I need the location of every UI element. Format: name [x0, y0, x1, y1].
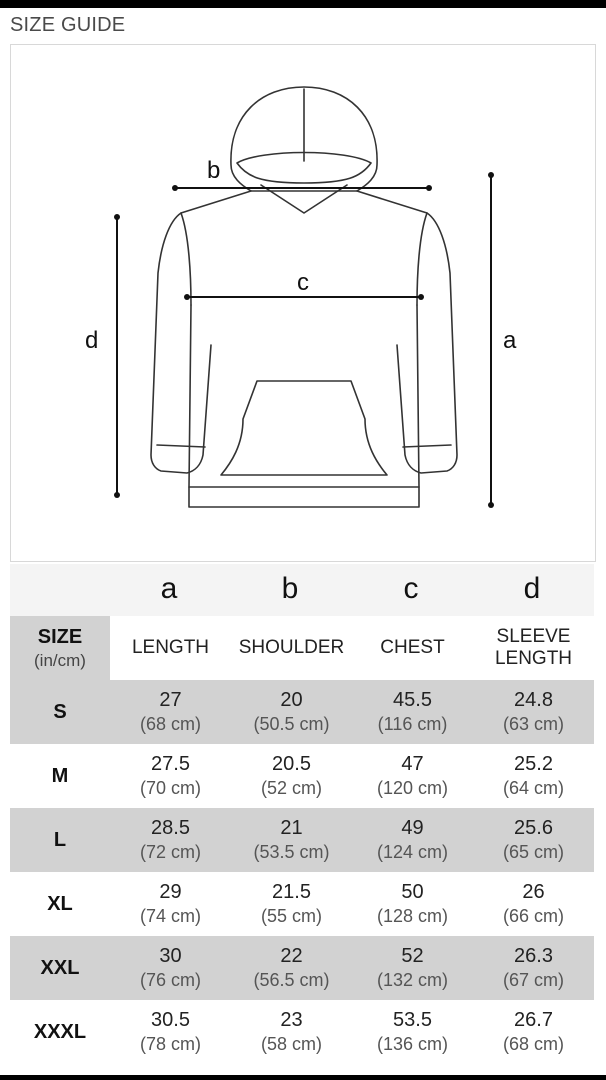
inch-value: 27: [159, 689, 182, 711]
body-right: [357, 191, 457, 473]
cm-value: (70 cm): [139, 778, 201, 798]
cm-value: (72 cm): [139, 842, 201, 862]
measurement-cell: [110, 744, 231, 808]
table-row: [10, 1000, 594, 1064]
inch-value: 20: [280, 689, 303, 711]
size-header-label: SIZE: [37, 625, 83, 648]
column-header-chest: CHEST: [352, 616, 473, 680]
cuff-right: [403, 445, 451, 447]
inch-value: 24.8: [514, 689, 553, 711]
measurement-cell: [231, 680, 352, 744]
cm-value: (58 cm): [260, 1034, 322, 1054]
body-left: [151, 191, 251, 473]
column-header-shoulder: SHOULDER: [231, 616, 352, 680]
size-label: L: [53, 828, 67, 851]
letter-d: d: [523, 572, 541, 605]
inch-value: 29: [159, 881, 182, 903]
measurement-cell: [473, 808, 594, 872]
column-header-row: [10, 616, 594, 680]
cm-value: (50.5 cm): [253, 714, 330, 734]
pocket: [221, 381, 387, 475]
cm-value: (132 cm): [376, 970, 448, 990]
inch-value: 26.7: [514, 1009, 553, 1031]
inch-value: 20.5: [272, 753, 311, 775]
inch-value: 47: [401, 753, 424, 775]
letter-header-row: [10, 564, 594, 616]
measurement-cell: [473, 744, 594, 808]
cm-value: (116 cm): [377, 714, 448, 734]
letter-b: b: [281, 572, 299, 605]
cm-value: (53.5 cm): [253, 842, 330, 862]
size-label: S: [53, 700, 67, 723]
inch-value: 30: [159, 945, 182, 967]
measurement-cell: [352, 872, 473, 936]
inch-value: 25.2: [514, 753, 553, 775]
label-c: c: [297, 269, 309, 296]
cm-value: (68 cm): [139, 714, 201, 734]
inch-value: 23: [280, 1009, 303, 1031]
column-header-sleeve-length: SLEEVE LENGTH: [473, 616, 594, 680]
bottom-border: [0, 1075, 606, 1080]
cm-value: (120 cm): [376, 778, 448, 798]
measurement-cell: [473, 936, 594, 1000]
inch-value: 53.5: [393, 1009, 432, 1031]
measurement-cell: [110, 808, 231, 872]
inch-value: 26.3: [514, 945, 553, 967]
inch-value: 21: [280, 817, 303, 839]
measurement-cell: [352, 680, 473, 744]
cm-value: (74 cm): [139, 906, 201, 926]
torso-left: [189, 305, 191, 487]
arm-seam-right: [417, 213, 427, 305]
cm-value: (76 cm): [139, 970, 201, 990]
measurement-cell: [352, 936, 473, 1000]
inch-value: 45.5: [393, 689, 432, 711]
table-row: [10, 744, 594, 808]
size-header-unit: (in/cm): [34, 650, 86, 670]
measurement-cell: [352, 744, 473, 808]
measurement-cell: [352, 808, 473, 872]
cm-value: (67 cm): [502, 970, 564, 990]
cm-value: (56.5 cm): [253, 970, 330, 990]
page-title: SIZE GUIDE: [10, 14, 126, 36]
measurement-cell: [231, 936, 352, 1000]
measurement-cell: [473, 1000, 594, 1064]
measurement-cell: [110, 1000, 231, 1064]
inch-value: 21.5: [272, 881, 311, 903]
cm-value: (64 cm): [502, 778, 564, 798]
inch-value: 52: [401, 945, 424, 967]
inch-value: 25.6: [514, 817, 553, 839]
size-table: [10, 564, 594, 1064]
table-row: [10, 808, 594, 872]
cm-value: (65 cm): [502, 842, 564, 862]
inch-value: 30.5: [151, 1009, 190, 1031]
size-label: M: [51, 764, 69, 787]
measurement-cell: [352, 1000, 473, 1064]
measurement-cell: [110, 680, 231, 744]
inch-value: 26: [522, 881, 545, 903]
cm-value: (128 cm): [376, 906, 448, 926]
label-b: b: [207, 157, 221, 184]
inch-value: 28.5: [151, 817, 190, 839]
size-label: XXL: [40, 956, 80, 979]
table-body: [10, 680, 594, 1064]
cuff-left: [157, 445, 205, 447]
waistband: [189, 487, 419, 507]
measurement-cell: [473, 872, 594, 936]
hoodie-diagram: [10, 44, 596, 562]
cm-value: (55 cm): [260, 906, 322, 926]
measurement-cell: [231, 1000, 352, 1064]
measurement-cell: [110, 872, 231, 936]
size-column-header: [10, 616, 110, 680]
measurement-cell: [231, 808, 352, 872]
measurement-cell: [231, 744, 352, 808]
size-label: XXXL: [33, 1020, 87, 1043]
table-row: [10, 872, 594, 936]
size-label: XL: [47, 892, 73, 915]
measurement-cell: [110, 936, 231, 1000]
inch-value: 27.5: [151, 753, 190, 775]
cm-value: (68 cm): [502, 1034, 564, 1054]
cm-value: (136 cm): [376, 1034, 448, 1054]
measurement-cell: [231, 872, 352, 936]
cm-value: (66 cm): [502, 906, 564, 926]
cm-value: (63 cm): [502, 714, 564, 734]
letter-a: a: [160, 572, 178, 605]
column-header-length: LENGTH: [110, 616, 231, 680]
cm-value: (78 cm): [139, 1034, 201, 1054]
top-border: [0, 0, 606, 8]
cm-value: (124 cm): [376, 842, 448, 862]
label-d: d: [85, 327, 99, 354]
measurement-cell: [473, 680, 594, 744]
cm-value: (52 cm): [260, 778, 322, 798]
torso-right: [417, 305, 419, 487]
label-a: a: [503, 327, 517, 354]
inch-value: 22: [280, 945, 303, 967]
table-row: [10, 936, 594, 1000]
inch-value: 50: [401, 881, 424, 903]
collar: [261, 185, 347, 213]
arm-seam-left: [181, 213, 191, 305]
letter-c: c: [403, 572, 419, 605]
hoodie-illustration: [11, 45, 595, 561]
inch-value: 49: [401, 817, 424, 839]
table-row: [10, 680, 594, 744]
